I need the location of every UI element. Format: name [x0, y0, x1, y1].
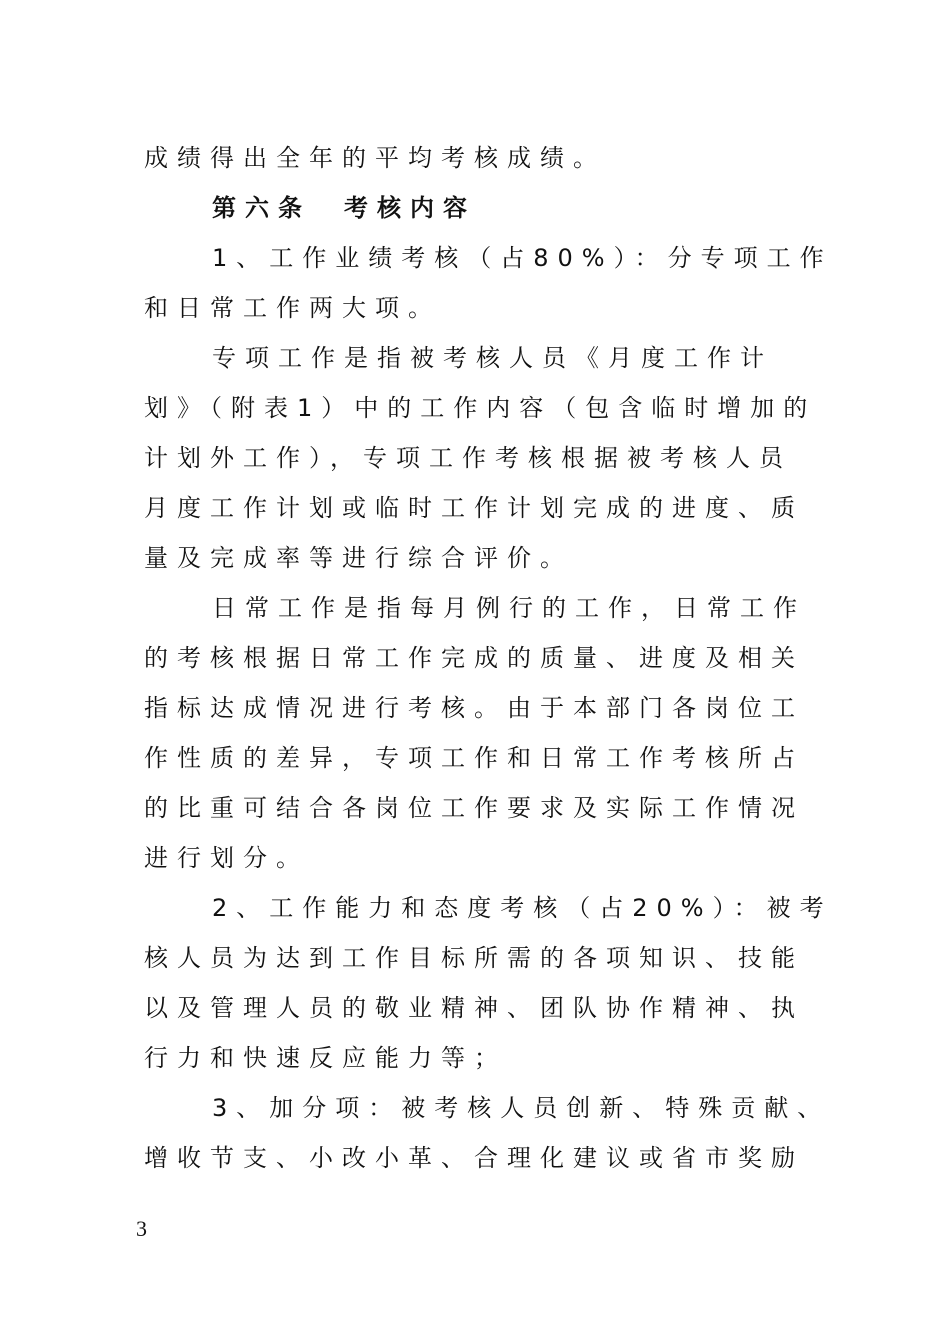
- section-heading: 第六条 考核内容: [212, 194, 476, 222]
- text-line: 月度工作计划或临时工作计划完成的进度、质: [144, 494, 804, 522]
- text-line: 量及完成率等进行综合评价。: [144, 544, 573, 572]
- text-line: 2、工作能力和态度考核（占20%）：被考: [212, 894, 833, 922]
- text-line: 指标达成情况进行考核。由于本部门各岗位工: [144, 694, 804, 722]
- text-line: 计划外工作），专项工作考核根据被考核人员: [144, 444, 792, 472]
- text-line: 的比重可结合各岗位工作要求及实际工作情况: [144, 794, 804, 822]
- text-line: 进行划分。: [144, 844, 309, 872]
- text-line: 和日常工作两大项。: [144, 294, 441, 322]
- page-number: 3: [136, 1216, 147, 1241]
- text-line: 划》（附表1）中的工作内容（包含临时增加的: [144, 394, 817, 422]
- text-line: 的考核根据日常工作完成的质量、进度及相关: [144, 644, 804, 672]
- text-line: 1、工作业绩考核（占80%）：分专项工作: [212, 244, 833, 272]
- text-line: 成绩得出全年的平均考核成绩。: [144, 144, 606, 172]
- text-line: 3、加分项：被考核人员创新、特殊贡献、: [212, 1094, 831, 1122]
- text-line: 行力和快速反应能力等；: [144, 1044, 507, 1072]
- text-line: 日常工作是指每月例行的工作，日常工作: [212, 594, 806, 622]
- text-line: 核人员为达到工作目标所需的各项知识、技能: [144, 944, 804, 972]
- text-line: 增收节支、小改小革、合理化建议或省市奖励: [144, 1144, 804, 1172]
- text-line: 以及管理人员的敬业精神、团队协作精神、执: [144, 994, 804, 1022]
- text-line: 作性质的差异，专项工作和日常工作考核所占: [144, 744, 804, 772]
- text-line: 专项工作是指被考核人员《月度工作计: [212, 344, 773, 372]
